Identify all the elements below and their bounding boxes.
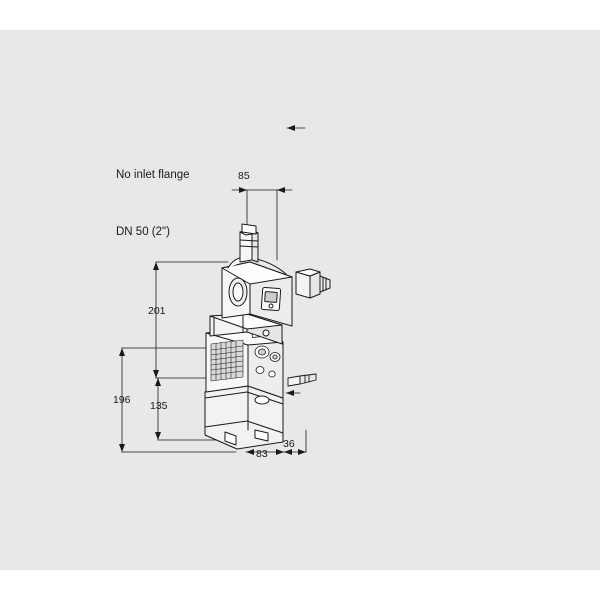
- vent-stack: [240, 224, 258, 262]
- dimension-label-135: 135: [150, 400, 168, 412]
- actuator-housing: [222, 257, 292, 326]
- note-line-1: No inlet flange: [116, 169, 190, 181]
- dimension-label-196: 196: [113, 394, 131, 406]
- nipple-leader: [286, 390, 300, 396]
- lower-housing: [205, 386, 283, 449]
- dimension-label-85: 85: [238, 170, 250, 182]
- test-nipple: [288, 374, 316, 386]
- electrical-connector: [296, 269, 330, 298]
- dimension-label-201: 201: [148, 305, 166, 317]
- dimension-label-83: 83: [256, 448, 268, 460]
- filter-grille: [211, 340, 243, 381]
- note-line-2: DN 50 (2"): [116, 226, 170, 238]
- note-text: [116, 128, 190, 280]
- dimension-label-36: 36: [283, 438, 295, 450]
- note-leader: [287, 125, 305, 131]
